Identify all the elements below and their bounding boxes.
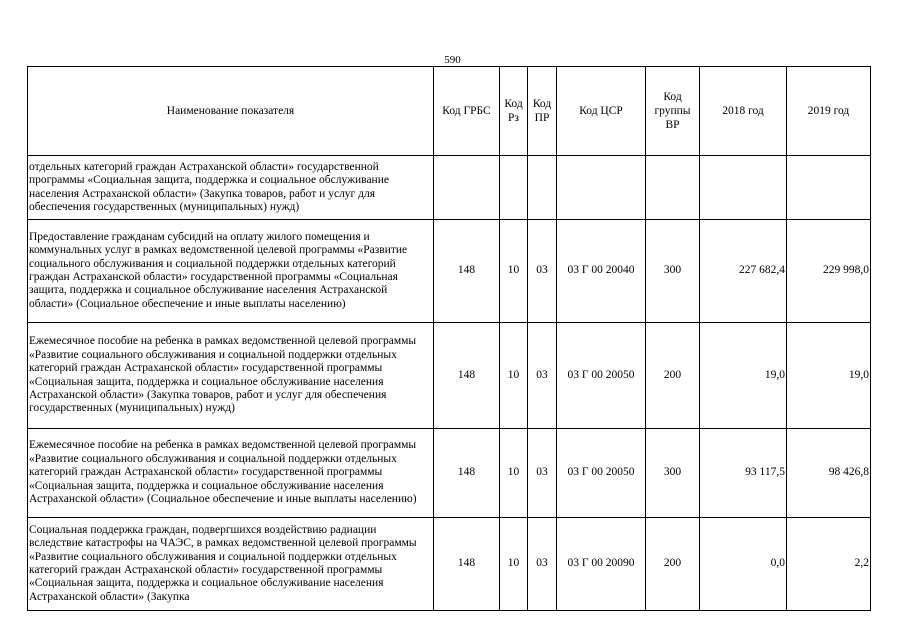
row-2019: 19,0 [787, 323, 871, 429]
row-rz [500, 156, 528, 220]
row-csr: 03 Г 00 20040 [557, 220, 646, 323]
header-rz: Код Рз [500, 67, 528, 156]
row-vr: 300 [646, 220, 700, 323]
row-rz: 10 [500, 323, 528, 429]
row-csr [557, 156, 646, 220]
row-grbs: 148 [434, 323, 500, 429]
row-pr [528, 156, 557, 220]
header-2018: 2018 год [700, 67, 787, 156]
row-name: Ежемесячное пособие на ребенка в рамках ведомственной целевой программы «Развитие социального обслуживания и социальной поддержки отдельных категорий граждан Астраханской области» государственной программы «Социальная защита, поддержка и социальное обслуживание населения Астраханской области» (Социальное обеспечение и иные выплаты населению) [28, 429, 434, 518]
row-pr: 03 [528, 518, 557, 611]
header-csr: Код ЦСР [557, 67, 646, 156]
row-vr: 200 [646, 518, 700, 611]
row-rz: 10 [500, 518, 528, 611]
row-vr: 200 [646, 323, 700, 429]
row-grbs [434, 156, 500, 220]
row-2018: 93 117,5 [700, 429, 787, 518]
header-grbs: Код ГРБС [434, 67, 500, 156]
table-row [28, 220, 871, 323]
row-csr: 03 Г 00 20050 [557, 429, 646, 518]
row-2019: 2,2 [787, 518, 871, 611]
page-number: 590 [444, 54, 461, 66]
row-2018: 0,0 [700, 518, 787, 611]
header-2019: 2019 год [787, 67, 871, 156]
row-2018: 227 682,4 [700, 220, 787, 323]
row-rz: 10 [500, 429, 528, 518]
table-row [28, 518, 871, 611]
row-grbs: 148 [434, 518, 500, 611]
row-pr: 03 [528, 220, 557, 323]
row-2019: 229 998,0 [787, 220, 871, 323]
header-vr: Код группы ВР [646, 67, 700, 156]
table-row [28, 156, 871, 220]
row-2019 [787, 156, 871, 220]
header-row [28, 67, 871, 156]
row-pr: 03 [528, 323, 557, 429]
row-grbs: 148 [434, 220, 500, 323]
row-grbs: 148 [434, 429, 500, 518]
row-csr: 03 Г 00 20090 [557, 518, 646, 611]
row-rz: 10 [500, 220, 528, 323]
row-vr [646, 156, 700, 220]
table-row [28, 429, 871, 518]
budget-table [27, 66, 871, 611]
row-name: Ежемесячное пособие на ребенка в рамках ведомственной целевой программы «Развитие социального обслуживания и социальной поддержки отдельных категорий граждан Астраханской области» государственной программы «Социальная защита, поддержка и социальное обслуживание населения Астраханской области» (Закупка товаров, работ и услуг для обеспечения государственных (муниципальных) нужд) [28, 323, 434, 429]
row-name: Социальная поддержка граждан, подвергшихся воздействию радиации вследствие катастрофы на ЧАЭС, в рамках ведомственной целевой программы «Развитие социального обслуживания и социальной поддержки отдельных категорий граждан Астраханской области» государственной программы «Социальная защита, поддержка и социальное обслуживание населения Астраханской области» (Закупка [28, 518, 434, 611]
row-pr: 03 [528, 429, 557, 518]
row-2018 [700, 156, 787, 220]
table-row [28, 323, 871, 429]
row-csr: 03 Г 00 20050 [557, 323, 646, 429]
row-name: отдельных категорий граждан Астраханской области» государственной программы «Социальная защита, поддержка и социальное обслуживание населения Астраханской области» (Закупка товаров, работ и услуг для обеспечения государственных (муниципальных) нужд) [28, 156, 434, 220]
row-name: Предоставление гражданам субсидий на оплату жилого помещения и коммунальных услуг в рамках ведомственной целевой программы «Развитие социального обслуживания и социальной поддержки отдельных категорий граждан Астраханской области» государственной программы «Социальная защита, поддержка и социальное обслуживание населения Астраханской области» (Социальное обеспечение и иные выплаты населению) [28, 220, 434, 323]
row-vr: 300 [646, 429, 700, 518]
row-2018: 19,0 [700, 323, 787, 429]
row-2019: 98 426,8 [787, 429, 871, 518]
header-pr: Код ПР [528, 67, 557, 156]
header-name: Наименование показателя [28, 67, 434, 156]
